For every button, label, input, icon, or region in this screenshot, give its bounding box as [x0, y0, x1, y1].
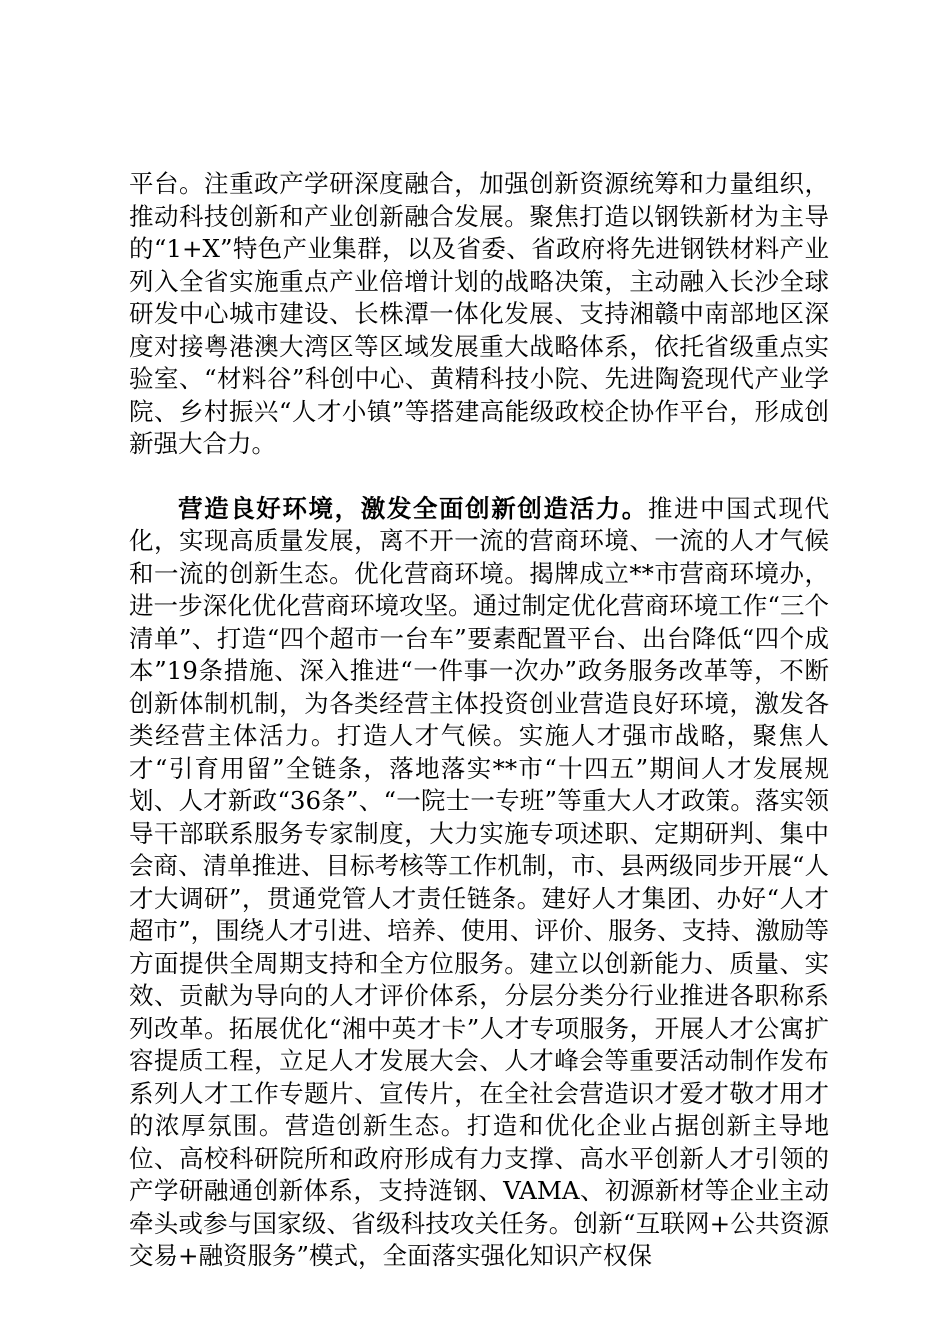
paragraph-2-heading: 营造良好环境，激发全面创新创造活力。 [178, 493, 648, 523]
paragraph-2 [129, 493, 829, 1273]
paragraph-1-text: 平台。注重政产学研深度融合，加强创新资源统筹和力量组织，推动科技创新和产业创新融合发展。聚焦打造以钢铁新材为主导的“1+X”特色产业集群，以及省委、省政府将先进钢铁材料产业列入全省实施重点产业倍增计划的战略决策，主动融入长沙全球研发中心城市建设、长株潭一体化发展、支持湘赣中南部地区深度对接粤港澳大湾区等区域发展重大战略体系，依托省级重点实验室、“材料谷”科创中心、黄精科技小院、先进陶瓷现代产业学院、乡村振兴“人才小镇”等搭建高能级政校企协作平台，形成创新强大合力。 [129, 169, 829, 458]
paragraph-1 [129, 168, 829, 461]
paragraph-2-text: 推进中国式现代化，实现高质量发展，离不开一流的营商环境、一流的人才气候和一流的创新生态。优化营商环境。揭牌成立**市营商环境办，进一步深化优化营商环境攻坚。通过制定优化营商环境工作“三个清单”、打造“四个超市一台车”要素配置平台、出台降低“四个成本”19条措施、深入推进“一件事一次办”政务服务改革等，不断创新体制机制，为各类经营主体投资创业营造良好环境，激发各类经营主体活力。打造人才气候。实施人才强市战略，聚焦人才“引育用留”全链条，落地落实**市“十四五”期间人才发展规划、人才新政“36条”、“一院士一专班”等重大人才政策。落实领导干部联系服务专家制度，大力实施专项述职、定期研判、集中会商、清单推进、目标考核等工作机制，市、县两级同步开展“人才大调研”，贯通党管人才责任链条。建好人才集团、办好“人才超市”，围绕人才引进、培养、使用、评价、服务、支持、激励等方面提供全周期支持和全方位服务。建立以创新能力、质量、实效、贡献为导向的人才评价体系，分层分类分行业推进各职称系列改革。拓展优化“湘中英才卡”人才专项服务，开展人才公寓扩容提质工程，立足人才发展大会、人才峰会等重要活动制作发布系列人才工作专题片、宣传片，在全社会营造识才爱才敬才用才的浓厚氛围。营造创新生态。打造和优化企业占据创新主导地位、高校科研院所和政府形成有力支撑、高水平创新人才引领的产学研融通创新体系，支持涟钢、VAMA、初源新材等企业主动牵头或参与国家级、省级科技攻关任务。创新“互联网+公共资源交易+融资服务”模式，全面落实强化知识产权保 [129, 493, 829, 1270]
document-page [129, 168, 829, 1273]
